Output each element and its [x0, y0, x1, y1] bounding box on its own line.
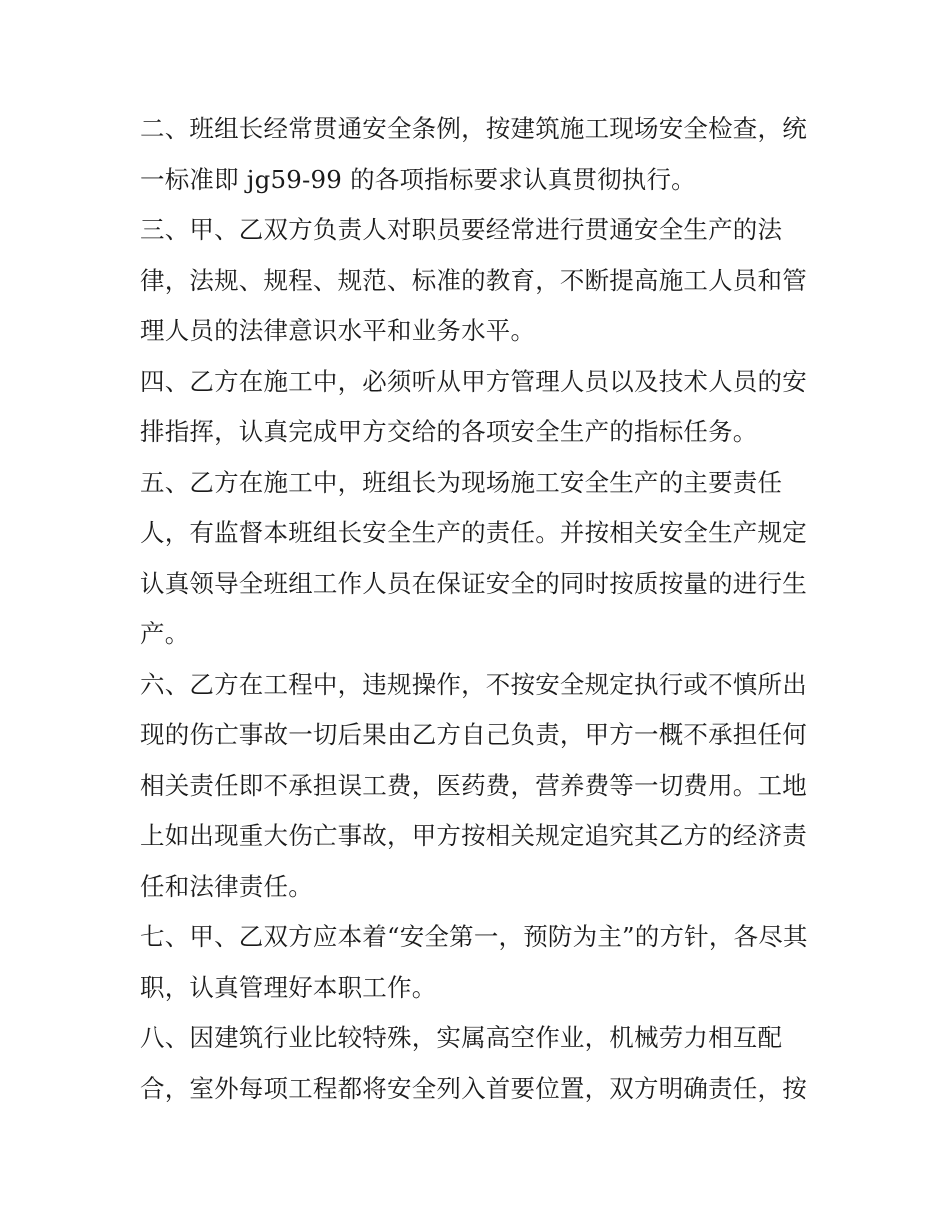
text-line: 五、乙方在施工中，班组长为现场施工安全生产的主要责任 — [140, 467, 783, 497]
text-line: 二、班组长经常贯通安全条例，按建筑施工现场安全检查，统 — [140, 114, 807, 143]
text-line: 理人员的法律意识水平和业务水平。 — [140, 316, 536, 345]
text-line: 三、甲、乙双方负责人对职员要经常进行贯通安全生产的法 — [140, 215, 783, 244]
text-line: 一标准即 jg59-99 的各项指标要求认真贯彻执行。 — [140, 164, 696, 194]
text-line: 认真领导全班组工作人员在保证安全的同时按质按量的进行生 — [140, 568, 807, 598]
text-line: 相关责任即不承担误工费，医药费，营养费等一切费用。工地 — [140, 770, 807, 800]
text-line: 现的伤亡事故一切后果由乙方自己负责，甲方一概不承担任何 — [140, 720, 807, 749]
text-line: 上如出现重大伤亡事故，甲方按相关规定追究其乙方的经济责 — [140, 821, 807, 850]
text-line: 律，法规、规程、规范、标准的教育，不断提高施工人员和管 — [140, 265, 807, 295]
document-page — [140, 104, 815, 1114]
text-line: 四、乙方在施工中，必须听从甲方管理人员以及技术人员的安 — [140, 366, 807, 396]
text-line: 排指挥，认真完成甲方交给的各项安全生产的指标任务。 — [140, 417, 758, 446]
text-line: 六、乙方在工程中，违规操作，不按安全规定执行或不慎所出 — [140, 669, 807, 699]
text-line: 七、甲、乙双方应本着“安全第一，预防为主”的方针，各尽其 — [140, 922, 808, 951]
text-line: 产。 — [140, 619, 190, 648]
text-line: 八、因建筑行业比较特殊，实属高空作业，机械劳力相互配 — [140, 1023, 783, 1052]
text-line: 任和法律责任。 — [140, 871, 313, 901]
text-line: 人，有监督本班组长安全生产的责任。并按相关安全生产规定 — [140, 518, 807, 547]
text-line: 职，认真管理好本职工作。 — [140, 972, 437, 1002]
text-line: 合，室外每项工程都将安全列入首要位置，双方明确责任，按 — [140, 1073, 807, 1103]
